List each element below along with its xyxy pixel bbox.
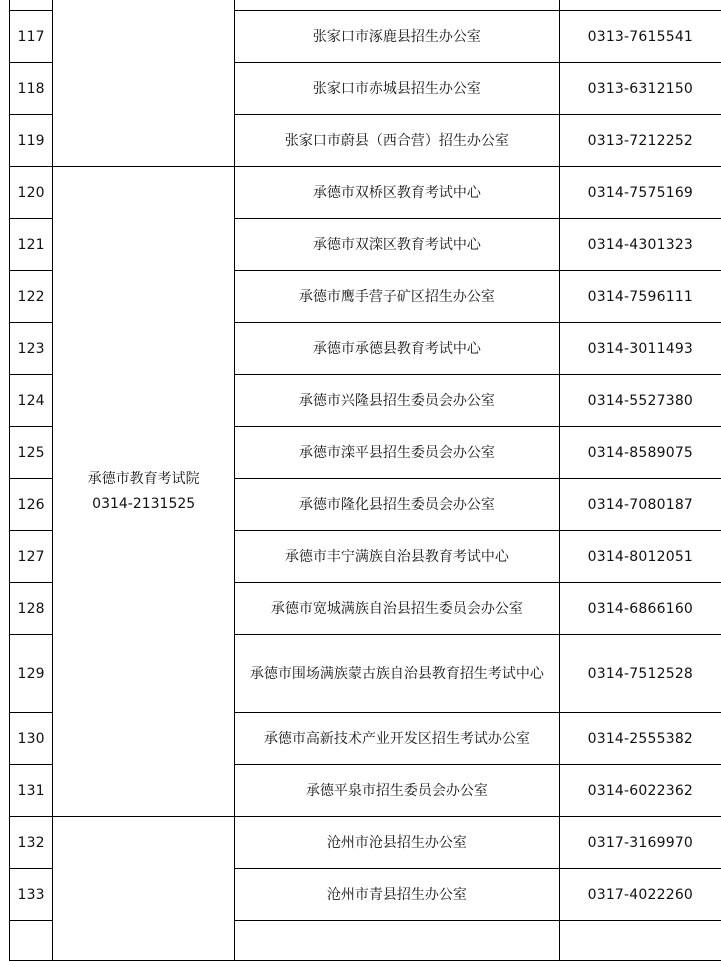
table-row xyxy=(10,167,721,219)
office-phone xyxy=(559,0,721,11)
row-number: 119 xyxy=(10,115,53,167)
office-phone: 0314-8012051 xyxy=(559,531,721,583)
row-number: 126 xyxy=(10,479,53,531)
office-phone: 0314-6866160 xyxy=(559,583,721,635)
row-number: 132 xyxy=(10,817,53,869)
group-phone: 0314-2131525 xyxy=(59,492,228,517)
office-phone: 0314-7080187 xyxy=(559,479,721,531)
office-phone: 0314-7596111 xyxy=(559,271,721,323)
office-phone: 0313-6312150 xyxy=(559,63,721,115)
office-name: 承德市兴隆县招生委员会办公室 xyxy=(235,375,560,427)
group-cell-zhangjiakou xyxy=(53,0,235,167)
office-name: 承德市承德县教育考试中心 xyxy=(235,323,560,375)
row-number: 124 xyxy=(10,375,53,427)
office-phone: 0314-2555382 xyxy=(559,713,721,765)
row-number: 125 xyxy=(10,427,53,479)
office-name: 承德市双桥区教育考试中心 xyxy=(235,167,560,219)
office-name: 承德市隆化县招生委员会办公室 xyxy=(235,479,560,531)
office-name xyxy=(235,921,560,961)
office-phone: 0314-6022362 xyxy=(559,765,721,817)
row-number: 129 xyxy=(10,635,53,713)
office-name: 承德市高新技术产业开发区招生考试办公室 xyxy=(235,713,560,765)
office-phone: 0314-7575169 xyxy=(559,167,721,219)
office-phone: 0317-4022260 xyxy=(559,869,721,921)
row-number: 128 xyxy=(10,583,53,635)
office-phone: 0314-8589075 xyxy=(559,427,721,479)
office-name: 承德市围场满族蒙古族自治县教育招生考试中心 xyxy=(235,635,560,713)
row-number: 127 xyxy=(10,531,53,583)
office-name: 张家口市赤城县招生办公室 xyxy=(235,63,560,115)
office-phone: 0313-7212252 xyxy=(559,115,721,167)
office-phone: 0313-7615541 xyxy=(559,11,721,63)
row-number: 131 xyxy=(10,765,53,817)
office-name: 沧州市沧县招生办公室 xyxy=(235,817,560,869)
office-name: 承德平泉市招生委员会办公室 xyxy=(235,765,560,817)
office-phone: 0314-7512528 xyxy=(559,635,721,713)
row-number xyxy=(10,921,53,961)
office-name: 承德市宽城满族自治县招生委员会办公室 xyxy=(235,583,560,635)
office-phone: 0314-5527380 xyxy=(559,375,721,427)
row-number: 133 xyxy=(10,869,53,921)
row-number: 130 xyxy=(10,713,53,765)
office-name: 沧州市青县招生办公室 xyxy=(235,869,560,921)
office-phone: 0314-3011493 xyxy=(559,323,721,375)
row-number: 123 xyxy=(10,323,53,375)
office-name: 承德市丰宁满族自治县教育考试中心 xyxy=(235,531,560,583)
office-phone: 0314-4301323 xyxy=(559,219,721,271)
table-row xyxy=(10,817,721,869)
office-name: 承德市滦平县招生委员会办公室 xyxy=(235,427,560,479)
office-name: 承德市鹰手营子矿区招生办公室 xyxy=(235,271,560,323)
office-name xyxy=(235,0,560,11)
exam-office-table xyxy=(9,0,721,961)
group-name: 承德市教育考试院 xyxy=(59,467,228,492)
row-number: 121 xyxy=(10,219,53,271)
office-name: 张家口市蔚县（西合营）招生办公室 xyxy=(235,115,560,167)
office-phone xyxy=(559,921,721,961)
row-number xyxy=(10,0,53,11)
table-row xyxy=(10,0,721,11)
group-cell-cangzhou xyxy=(53,817,235,961)
row-number: 118 xyxy=(10,63,53,115)
row-number: 117 xyxy=(10,11,53,63)
row-number: 120 xyxy=(10,167,53,219)
group-cell-chengde xyxy=(53,167,235,817)
office-phone: 0317-3169970 xyxy=(559,817,721,869)
office-name: 承德市双滦区教育考试中心 xyxy=(235,219,560,271)
row-number: 122 xyxy=(10,271,53,323)
office-name: 张家口市涿鹿县招生办公室 xyxy=(235,11,560,63)
